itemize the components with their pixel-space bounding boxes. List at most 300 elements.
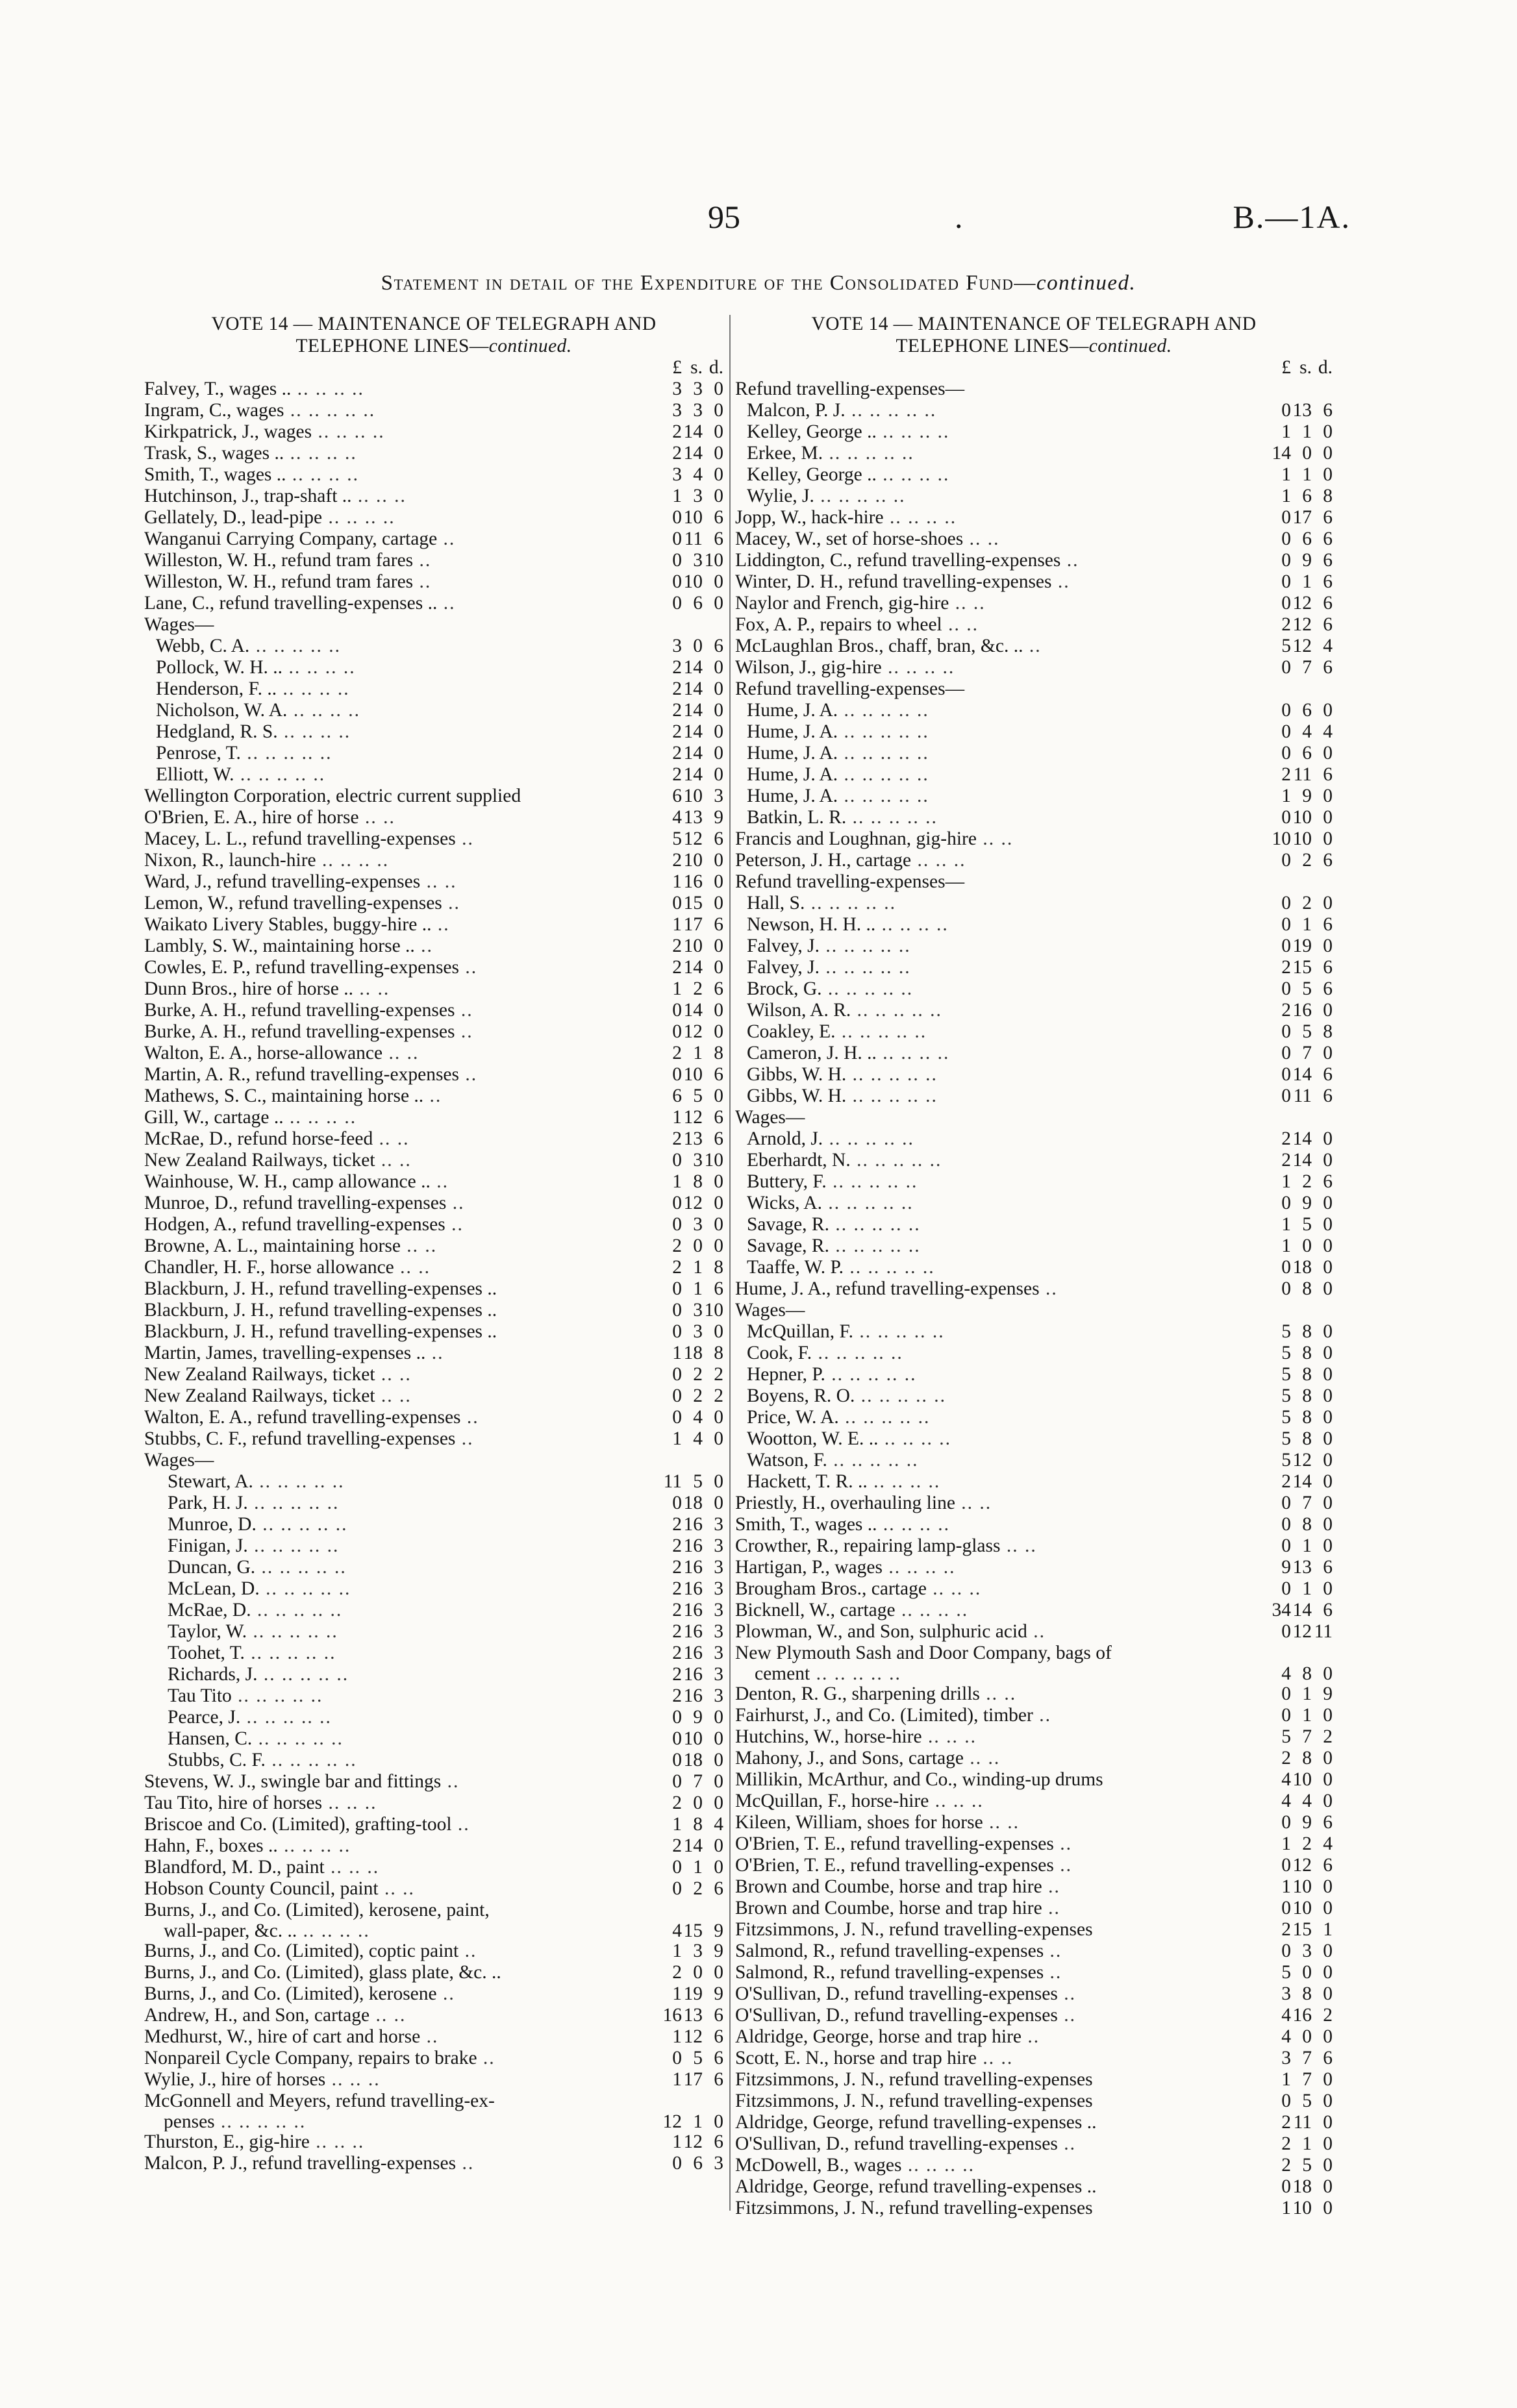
- amount-shillings: 5: [693, 1086, 703, 1106]
- entry-row: [735, 2069, 1333, 2091]
- left-vote-heading-line2: TELEPHONE LINES—continued.: [295, 336, 572, 356]
- entry-description: Taylor, W. .. .. .. .. ..: [168, 1621, 338, 1642]
- pence-header: d.: [708, 357, 723, 378]
- amount-pence: 0: [1323, 828, 1333, 849]
- entry-row: [735, 2176, 1333, 2198]
- entry-row: [735, 957, 1333, 978]
- amount-pounds: 0: [1281, 1683, 1291, 1704]
- amount-pounds: 2: [672, 764, 682, 785]
- shillings-header: s.: [690, 357, 703, 378]
- entry-row: [144, 528, 723, 550]
- statement-title-continued: continued.: [1036, 271, 1136, 295]
- amount-pence: 6: [1323, 1600, 1333, 1620]
- amount-shillings: 1: [1302, 2133, 1312, 2154]
- amount-shillings: 2: [693, 1385, 703, 1406]
- entry-description: Lambly, S. W., maintaining horse .. ..: [144, 936, 433, 956]
- amount-pence: 0: [1323, 1193, 1333, 1213]
- amount-pounds: 2: [1281, 957, 1291, 978]
- entry-description: Wellington Corporation, electric current supplied: [144, 786, 521, 806]
- entry-description: Burns, J., and Co. (Limited), coptic paint ..: [144, 1941, 477, 1961]
- entry-description: Macey, L. L., refund travelling-expenses ..: [144, 828, 474, 849]
- amount-pounds: 2: [1281, 614, 1291, 635]
- amount-pounds: 1: [1281, 1235, 1291, 1256]
- amount-pence: 6: [1323, 593, 1333, 614]
- entry-description: Nixon, R., launch-hire .. .. .. ..: [144, 850, 390, 871]
- entry-row: [144, 2112, 723, 2131]
- entry-description: Dunn Bros., hire of horse .. .. ..: [144, 978, 390, 999]
- amount-pounds: 0: [672, 893, 682, 913]
- entry-description: Wicks, A. .. .. .. .. ..: [747, 1193, 914, 1213]
- amount-pence: 6: [1323, 1812, 1333, 1833]
- entry-row: [144, 1321, 723, 1343]
- amount-shillings: 7: [1302, 1493, 1312, 1513]
- amount-shillings: 10: [1292, 828, 1312, 849]
- entry-description: Priestly, H., overhauling line .. ..: [735, 1493, 992, 1513]
- entry-row: [144, 914, 723, 936]
- entry-row: [144, 786, 723, 807]
- entry-description: Blandford, M. D., paint .. .. ..: [144, 1857, 380, 1878]
- entry-row: [735, 421, 1333, 443]
- amount-pence: 0: [714, 700, 723, 721]
- entry-description: McLaughlan Bros., chaff, bran, &c. .. ..: [735, 636, 1042, 656]
- amount-pence: 0: [1323, 2112, 1333, 2133]
- amount-pounds: 2: [672, 1643, 682, 1663]
- amount-pence: 0: [714, 1835, 723, 1856]
- amount-shillings: 4: [1302, 721, 1312, 742]
- amount-pence: 0: [1323, 443, 1333, 464]
- amount-pence: 0: [1323, 1705, 1333, 1726]
- entry-row: [144, 1857, 723, 1878]
- entry-description: Lane, C., refund travelling-expenses .. ..: [144, 593, 456, 614]
- amount-shillings: 14: [1292, 1471, 1312, 1492]
- entry-description: Brown and Coumbe, horse and trap hire ..: [735, 1898, 1060, 1918]
- amount-shillings: 7: [693, 1771, 703, 1792]
- entry-description: Crowther, R., repairing lamp-glass .. ..: [735, 1535, 1037, 1556]
- entry-row: [735, 743, 1333, 764]
- entry-description: Andrew, H., and Son, cartage .. ..: [144, 2005, 407, 2026]
- amount-pounds: 2: [672, 721, 682, 742]
- entry-row: [144, 1900, 723, 1921]
- amount-shillings: 10: [683, 850, 703, 871]
- right-currency-header: [735, 357, 1333, 379]
- entry-row: [735, 700, 1333, 721]
- entry-description: McQuillan, F. .. .. .. .. ..: [747, 1321, 945, 1342]
- entry-description: Hume, J. A. .. .. .. .. ..: [747, 764, 929, 785]
- amount-pounds: 2: [672, 1962, 682, 1983]
- amount-shillings: 16: [683, 1535, 703, 1556]
- amount-pence: 4: [714, 1814, 723, 1835]
- amount-shillings: 3: [693, 486, 703, 506]
- entry-row: [735, 614, 1333, 636]
- amount-pounds: 0: [672, 1771, 682, 1792]
- entry-row: [735, 593, 1333, 614]
- amount-pounds: 1: [1281, 1171, 1291, 1192]
- entry-description: Gibbs, W. H. .. .. .. .. ..: [747, 1086, 938, 1106]
- entry-description: Hodgen, A., refund travelling-expenses ..: [144, 1214, 464, 1235]
- amount-shillings: 3: [693, 1150, 703, 1171]
- entry-row: [735, 978, 1333, 1000]
- amount-shillings: 12: [1292, 614, 1312, 635]
- amount-pounds: 2: [672, 743, 682, 763]
- amount-pounds: 2: [672, 1685, 682, 1706]
- amount-pounds: 0: [1281, 1898, 1291, 1918]
- amount-pounds: 3: [672, 636, 682, 656]
- amount-pence: 0: [714, 2111, 723, 2132]
- amount-pounds: 0: [1281, 400, 1291, 421]
- amount-pence: 11: [1314, 1621, 1333, 1642]
- entry-row: [144, 2026, 723, 2048]
- entry-description: Waikato Livery Stables, buggy-hire .. ..: [144, 914, 450, 935]
- amount-pounds: 5: [1281, 1428, 1291, 1449]
- amount-pounds: 2: [672, 657, 682, 678]
- entry-description: Hume, J. A. .. .. .. .. ..: [747, 743, 929, 763]
- entry-description: Gill, W., cartage .. .. .. .. ..: [144, 1107, 357, 1128]
- amount-pence: 3: [714, 786, 723, 806]
- amount-shillings: 7: [1302, 1726, 1312, 1747]
- entry-description: Wylie, J. .. .. .. .. ..: [747, 486, 906, 506]
- amount-shillings: 16: [1292, 1000, 1312, 1021]
- entry-description: Bicknell, W., cartage .. .. .. ..: [735, 1600, 969, 1620]
- entry-row: [144, 764, 723, 786]
- entry-description: Falvey, T., wages .. .. .. .. ..: [144, 379, 364, 399]
- amount-pence: 6: [714, 528, 723, 549]
- amount-pence: 0: [1323, 700, 1333, 721]
- entry-row: [144, 2153, 723, 2174]
- amount-pounds: 1: [1281, 1214, 1291, 1235]
- amount-shillings: 1: [1302, 421, 1312, 442]
- entry-row: [735, 1664, 1333, 1683]
- entry-description: Taaffe, W. P. .. .. .. .. ..: [747, 1257, 935, 1278]
- amount-shillings: 16: [683, 1600, 703, 1620]
- entry-row: [735, 893, 1333, 914]
- entry-description: Hartigan, P., wages .. .. .. ..: [735, 1557, 956, 1578]
- entry-row: [144, 593, 723, 614]
- amount-shillings: 0: [693, 636, 703, 656]
- amount-shillings: 16: [683, 1514, 703, 1535]
- amount-shillings: 8: [1302, 1428, 1312, 1449]
- amount-pence: 9: [714, 1983, 723, 2004]
- entry-description: Newson, H. H. .. .. .. .. ..: [747, 914, 949, 935]
- amount-pounds: 0: [672, 1300, 682, 1321]
- entry-description: Richards, J. .. .. .. .. ..: [168, 1664, 349, 1685]
- amount-shillings: 1: [1302, 464, 1312, 485]
- amount-pence: 0: [714, 764, 723, 785]
- amount-shillings: 4: [693, 464, 703, 485]
- amount-pounds: 2: [672, 1535, 682, 1556]
- amount-shillings: 5: [693, 2048, 703, 2068]
- amount-shillings: 6: [693, 593, 703, 614]
- amount-pounds: 1: [1281, 2069, 1291, 2090]
- entry-description: Hume, J. A. .. .. .. .. ..: [747, 721, 929, 742]
- amount-pounds: 34: [1272, 1600, 1291, 1620]
- amount-pounds: 0: [1281, 528, 1291, 549]
- amount-pence: 2: [1323, 2005, 1333, 2026]
- amount-pence: 6: [1323, 1086, 1333, 1106]
- amount-pence: 0: [1323, 1663, 1333, 1684]
- amount-pounds: 0: [1281, 1021, 1291, 1042]
- amount-shillings: 5: [1302, 978, 1312, 999]
- amount-shillings: 12: [683, 1021, 703, 1042]
- amount-pence: 0: [1323, 1364, 1333, 1385]
- amount-pounds: 1: [672, 1343, 682, 1363]
- amount-pounds: 1: [672, 871, 682, 892]
- entry-row: [735, 550, 1333, 571]
- entry-description: McRae, D., refund horse-feed .. ..: [144, 1128, 410, 1149]
- entry-description: McRae, D. .. .. .. .. ..: [168, 1600, 343, 1620]
- amount-pence: 0: [1323, 2176, 1333, 2197]
- entry-description: Mahony, J., and Sons, cartage .. ..: [735, 1748, 1001, 1769]
- entry-row: [735, 1171, 1333, 1193]
- amount-shillings: 5: [1302, 1021, 1312, 1042]
- entry-row: [735, 1000, 1333, 1021]
- entry-row: [144, 464, 723, 486]
- entry-row: [735, 1833, 1333, 1855]
- entry-description: Lemon, W., refund travelling-expenses ..: [144, 893, 460, 913]
- entry-description: Wanganui Carrying Company, cartage ..: [144, 528, 456, 549]
- amount-pounds: 0: [1281, 657, 1291, 678]
- amount-shillings: 13: [683, 807, 703, 828]
- amount-shillings: 3: [693, 1214, 703, 1235]
- amount-shillings: 4: [1302, 1791, 1312, 1811]
- amount-pounds: 0: [1281, 914, 1291, 935]
- entry-description: Willeston, W. H., refund tram fares ..: [144, 550, 432, 571]
- amount-pounds: 2: [672, 1514, 682, 1535]
- amount-pounds: 2: [672, 1793, 682, 1813]
- amount-shillings: 8: [1302, 1983, 1312, 2004]
- entry-row: [735, 871, 1333, 893]
- amount-pounds: 1: [672, 1107, 682, 1128]
- entry-description: Wages—: [144, 614, 214, 635]
- entry-row: [735, 828, 1333, 850]
- amount-pounds: 0: [672, 507, 682, 528]
- amount-pounds: 0: [1281, 2091, 1291, 2111]
- entry-row: [144, 1941, 723, 1962]
- amount-pence: 6: [714, 828, 723, 849]
- entry-row: [735, 1600, 1333, 1621]
- amount-pence: 0: [714, 678, 723, 699]
- entry-row: [144, 1835, 723, 1857]
- entry-description: Wages—: [735, 1300, 805, 1321]
- entry-row: [735, 1983, 1333, 2005]
- amount-pence: 0: [714, 379, 723, 399]
- entry-row: [735, 1321, 1333, 1343]
- entry-row: [144, 1343, 723, 1364]
- amount-pounds: 4: [1281, 1663, 1291, 1684]
- amount-shillings: 10: [683, 936, 703, 956]
- amount-shillings: 14: [683, 1835, 703, 1856]
- amount-pounds: 6: [672, 1086, 682, 1106]
- entry-description: Falvey, J. .. .. .. .. ..: [747, 957, 911, 978]
- amount-shillings: 1: [1302, 914, 1312, 935]
- amount-shillings: 11: [1293, 764, 1312, 785]
- amount-shillings: 13: [1292, 400, 1312, 421]
- amount-pounds: 3: [672, 379, 682, 399]
- entry-row: [735, 636, 1333, 657]
- entry-row: [144, 871, 723, 893]
- amount-pounds: 1: [672, 2131, 682, 2152]
- amount-pounds: 0: [672, 571, 682, 592]
- entry-description: McQuillan, F., horse-hire .. .. ..: [735, 1791, 984, 1811]
- amount-pounds: 5: [1281, 1343, 1291, 1363]
- entry-row: [735, 807, 1333, 828]
- amount-shillings: 2: [693, 1364, 703, 1385]
- entry-row: [735, 657, 1333, 678]
- amount-pounds: 0: [1281, 1535, 1291, 1556]
- entry-description: Burns, J., and Co. (Limited), kerosene ..: [144, 1983, 455, 2004]
- entry-description: Penrose, T. .. .. .. .. ..: [156, 743, 332, 763]
- amount-pence: 8: [714, 1343, 723, 1363]
- amount-shillings: 1: [693, 1043, 703, 1063]
- amount-pence: 6: [1323, 614, 1333, 635]
- amount-pounds: 5: [1281, 1407, 1291, 1428]
- entry-description: Walton, E. A., horse-allowance .. ..: [144, 1043, 420, 1063]
- amount-shillings: 0: [693, 1793, 703, 1813]
- entry-description: penses .. .. .. .. ..: [164, 2112, 307, 2131]
- amount-pounds: 3: [672, 400, 682, 421]
- entry-description: Denton, R. G., sharpening drills .. ..: [735, 1683, 1017, 1704]
- amount-shillings: 12: [1292, 1855, 1312, 1876]
- amount-shillings: 13: [1292, 1557, 1312, 1578]
- amount-pounds: 5: [1281, 636, 1291, 656]
- entry-description: Watson, F. .. .. .. .. ..: [747, 1450, 919, 1471]
- entry-row: [144, 1257, 723, 1278]
- amount-pence: 3: [714, 1535, 723, 1556]
- amount-pence: 9: [714, 807, 723, 828]
- amount-shillings: 10: [1292, 807, 1312, 828]
- entry-row: [144, 2131, 723, 2153]
- amount-pence: 3: [714, 1685, 723, 1706]
- amount-pence: 0: [1323, 1450, 1333, 1471]
- entry-description: Elliott, W. .. .. .. .. ..: [156, 764, 326, 785]
- amount-pounds: 0: [672, 528, 682, 549]
- amount-pence: 0: [1323, 2091, 1333, 2111]
- amount-pounds: 1: [1281, 2198, 1291, 2218]
- amount-pence: 6: [1323, 657, 1333, 678]
- entry-description: Stevens, W. J., swingle bar and fittings ..: [144, 1771, 460, 1792]
- amount-shillings: 1: [1302, 1578, 1312, 1599]
- amount-pounds: 5: [1281, 1364, 1291, 1385]
- entry-description: Arnold, J. .. .. .. .. ..: [747, 1128, 914, 1149]
- entry-description: Hedgland, R. S. .. .. .. ..: [156, 721, 351, 742]
- entry-row: [144, 1707, 723, 1728]
- amount-shillings: 8: [693, 1171, 703, 1192]
- entry-row: [144, 1664, 723, 1685]
- amount-pence: 0: [714, 1193, 723, 1213]
- amount-pence: 0: [1323, 1407, 1333, 1428]
- entry-description: Brock, G. .. .. .. .. ..: [747, 978, 914, 999]
- amount-pounds: 11: [663, 1471, 682, 1492]
- entry-description: Wylie, J., hire of horses .. .. ..: [144, 2069, 381, 2090]
- entry-row: [735, 1021, 1333, 1043]
- entry-row: [144, 1193, 723, 1214]
- amount-shillings: 6: [1302, 528, 1312, 549]
- entry-description: Millikin, McArthur, and Co., winding-up drums: [735, 1769, 1103, 1790]
- entry-row: [735, 1941, 1333, 1962]
- amount-pence: 6: [714, 1107, 723, 1128]
- entry-description: McDowell, B., wages .. .. .. ..: [735, 2155, 975, 2176]
- amount-pounds: 1: [672, 1171, 682, 1192]
- entry-row: [144, 1578, 723, 1600]
- entry-row: [144, 1878, 723, 1900]
- amount-pounds: 0: [672, 1364, 682, 1385]
- amount-shillings: 11: [1293, 1086, 1312, 1106]
- amount-shillings: 18: [683, 1750, 703, 1770]
- amount-shillings: 16: [683, 1557, 703, 1578]
- entry-row: [735, 2005, 1333, 2026]
- amount-pence: 0: [1323, 1748, 1333, 1769]
- amount-pounds: 1: [672, 1814, 682, 1835]
- entry-row: [735, 721, 1333, 743]
- amount-pounds: 2: [1281, 1748, 1291, 1769]
- amount-pence: 0: [1323, 786, 1333, 806]
- entry-row: [735, 1643, 1333, 1664]
- entry-description: Aldridge, George, refund travelling-expenses ..: [735, 2176, 1097, 2197]
- entry-row: [144, 571, 723, 593]
- amount-pounds: 0: [1281, 1621, 1291, 1642]
- entry-description: wall-paper, &c. .. .. .. .. ..: [164, 1921, 370, 1941]
- entry-row: [144, 507, 723, 528]
- amount-pence: 0: [714, 1962, 723, 1983]
- entry-row: [144, 743, 723, 764]
- amount-pence: 8: [714, 1043, 723, 1063]
- entry-description: Plowman, W., and Son, sulphuric acid ..: [735, 1621, 1046, 1642]
- amount-pence: 6: [714, 2131, 723, 2152]
- amount-shillings: 15: [683, 893, 703, 913]
- entry-row: [144, 1150, 723, 1171]
- amount-shillings: 18: [1292, 2176, 1312, 2197]
- entry-description: O'Brien, T. E., refund travelling-expenses ..: [735, 1833, 1072, 1854]
- right-column: [735, 313, 1333, 2219]
- amount-pence: 0: [1323, 743, 1333, 763]
- amount-pounds: 4: [1281, 2026, 1291, 2047]
- amount-pence: 0: [714, 850, 723, 871]
- entry-description: Stubbs, C. F., refund travelling-expenses ..: [144, 1428, 474, 1449]
- entry-row: [144, 1557, 723, 1578]
- amount-pounds: 0: [672, 2153, 682, 2174]
- entry-description: Browne, A. L., maintaining horse .. ..: [144, 1235, 438, 1256]
- entry-description: Walton, E. A., refund travelling-expenses ..: [144, 1407, 479, 1428]
- entry-description: Burns, J., and Co. (Limited), glass plate, &c. ..: [144, 1962, 501, 1983]
- entry-row: [144, 957, 723, 978]
- amount-pounds: 0: [1281, 936, 1291, 956]
- amount-shillings: 14: [683, 957, 703, 978]
- amount-pence: 0: [1323, 1428, 1333, 1449]
- amount-pounds: 2: [672, 678, 682, 699]
- entry-row: [735, 678, 1333, 700]
- entry-description: Fitzsimmons, J. N., refund travelling-expenses: [735, 2198, 1093, 2218]
- amount-pounds: 2: [672, 1578, 682, 1599]
- amount-pounds: 2: [1281, 1919, 1291, 1940]
- amount-pounds: 16: [662, 2005, 682, 2026]
- amount-pence: 6: [714, 1278, 723, 1299]
- entry-row: [735, 1855, 1333, 1876]
- amount-pounds: 1: [1281, 1833, 1291, 1854]
- entry-row: [735, 1683, 1333, 1705]
- entry-description: Hume, J. A. .. .. .. .. ..: [747, 786, 929, 806]
- amount-pounds: 14: [1272, 443, 1291, 464]
- amount-pence: 6: [714, 1064, 723, 1085]
- amount-shillings: 6: [693, 2153, 703, 2174]
- entry-row: [735, 486, 1333, 507]
- entry-row: [144, 807, 723, 828]
- amount-pence: 10: [704, 1300, 723, 1321]
- amount-pounds: 1: [672, 1983, 682, 2004]
- entry-row: [144, 379, 723, 400]
- amount-pence: 0: [1323, 1343, 1333, 1363]
- entry-description: New Zealand Railways, ticket .. ..: [144, 1150, 412, 1171]
- amount-pounds: 2: [672, 850, 682, 871]
- amount-pounds: 0: [1281, 1257, 1291, 1278]
